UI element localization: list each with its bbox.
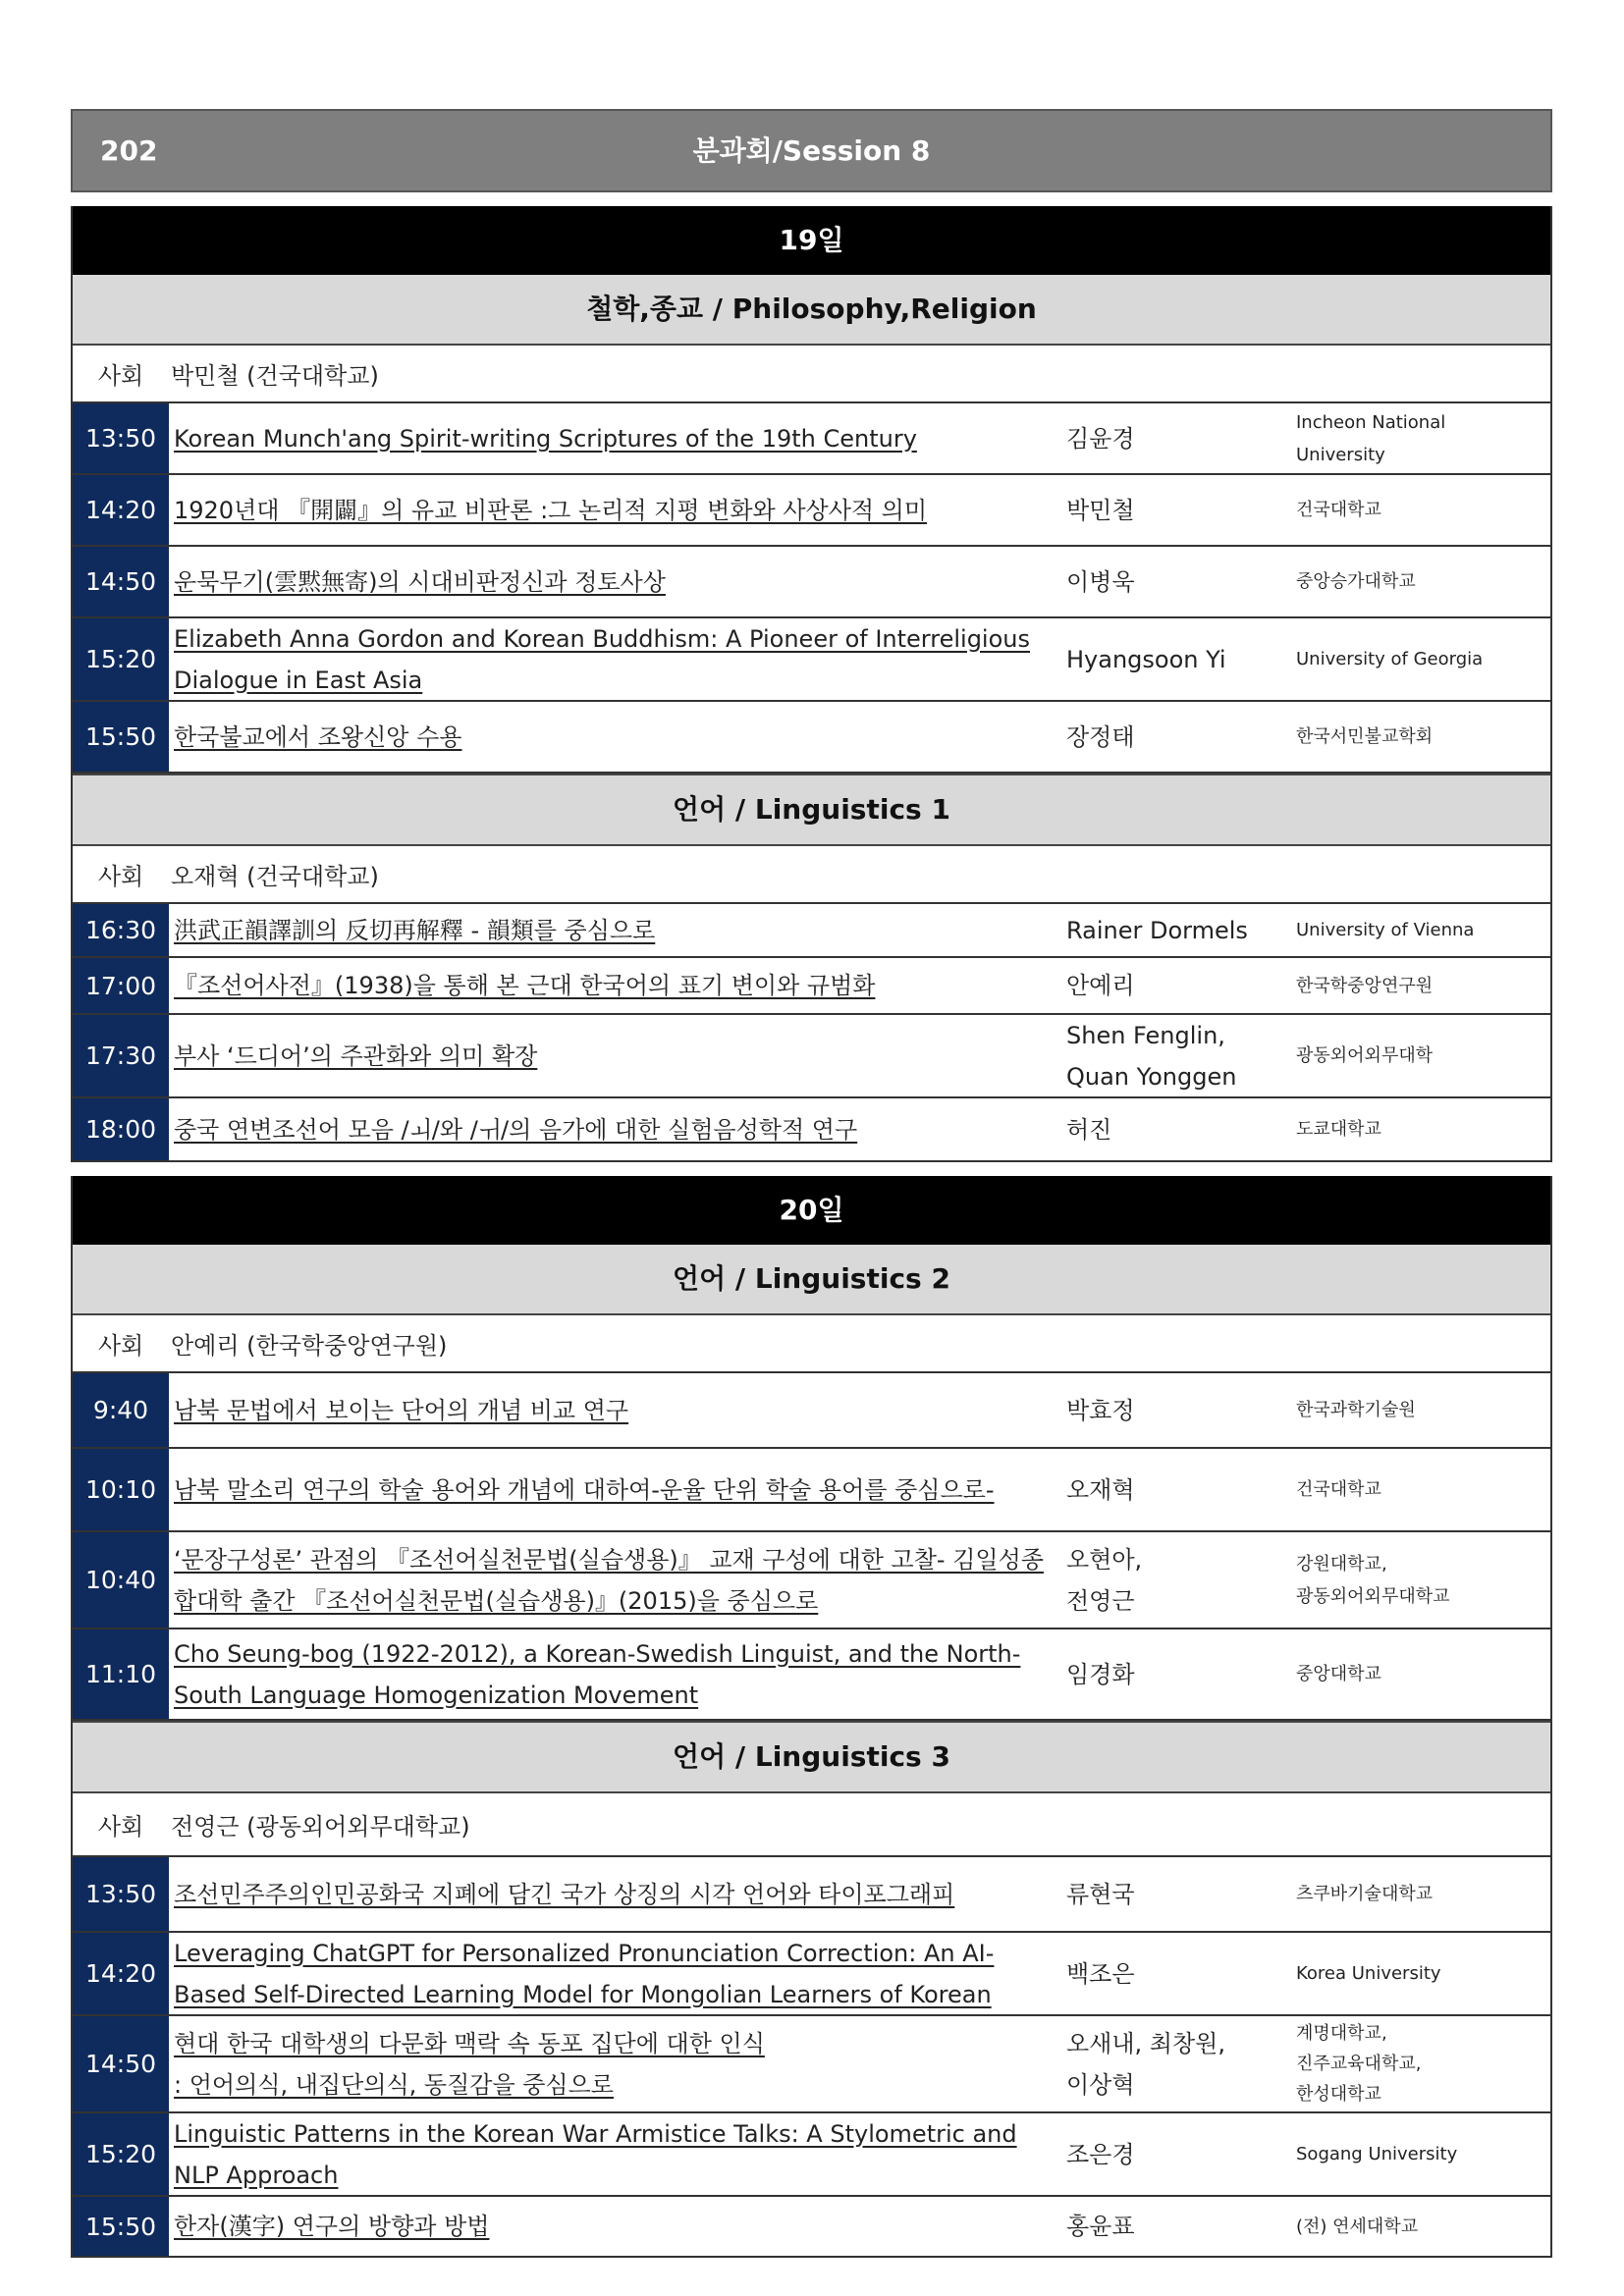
program-row xyxy=(73,1449,1550,1532)
program-row xyxy=(73,475,1550,547)
affiliation: Sogang University xyxy=(1296,2144,1458,2164)
presenter: 오새내, 최창원, 이상혁 xyxy=(1066,2029,1225,2099)
presenter: 오현아, 전영근 xyxy=(1066,1545,1143,1615)
affiliation: 중앙대학교 xyxy=(1296,1664,1381,1684)
chair-label: 사회 xyxy=(97,362,144,390)
time-cell: 17:00 xyxy=(73,958,169,1013)
program-row xyxy=(73,958,1550,1015)
talk-title-link[interactable]: 洪武正韻譯訓의 反切再解釋 - 韻類를 중심으로 xyxy=(174,916,656,944)
chair-row xyxy=(73,846,1550,904)
presenter: 홍윤표 xyxy=(1066,2213,1135,2240)
presenter: 임경화 xyxy=(1066,1660,1135,1688)
time-cell: 10:10 xyxy=(73,1449,169,1530)
day-heading: 19일 xyxy=(73,206,1550,275)
program-row xyxy=(73,1532,1550,1629)
talk-title-link[interactable]: Leveraging ChatGPT for Personalized Pronunciation Correction: An AI-Based Self-Directed Learning Model for Mongolian Learners of Korean xyxy=(174,1939,995,2008)
presenter: 오재혁 xyxy=(1066,1475,1135,1504)
affiliation: 한국과학기술원 xyxy=(1296,1400,1416,1420)
talk-title-link[interactable]: 중국 연변조선어 모음 /ㅚ/와 /ㅟ/의 음가에 대한 실험음성학적 연구 xyxy=(174,1115,858,1144)
time-cell: 16:30 xyxy=(73,904,169,956)
presenter: Rainer Dormels xyxy=(1066,916,1248,944)
program-row xyxy=(73,1015,1550,1098)
chair-label: 사회 xyxy=(97,1332,144,1360)
chair-name: 박민철 (건국대학교) xyxy=(171,362,379,390)
program-row xyxy=(73,904,1550,958)
program-row xyxy=(73,702,1550,774)
day-heading: 20일 xyxy=(73,1176,1550,1245)
talk-title-link[interactable]: 운묵무기(雲黙無寄)의 시대비판정신과 정토사상 xyxy=(174,567,666,596)
affiliation: University of Georgia xyxy=(1296,649,1484,669)
chair-row xyxy=(73,1793,1550,1857)
chair-name: 전영근 (광동외어외무대학교) xyxy=(171,1813,470,1841)
day-block xyxy=(71,206,1552,1162)
program-row xyxy=(73,2016,1550,2113)
affiliation: 건국대학교 xyxy=(1296,1479,1381,1500)
program-row xyxy=(73,2113,1550,2197)
talk-title-link[interactable]: Elizabeth Anna Gordon and Korean Buddhism: A Pioneer of Interreligious Dialogue in East Asia xyxy=(174,624,1030,694)
presenter: 안예리 xyxy=(1066,972,1135,999)
presenter: 이병욱 xyxy=(1066,567,1135,596)
section-heading: 언어 / Linguistics 1 xyxy=(73,774,1550,846)
talk-title-link[interactable]: 한국불교에서 조왕신앙 수용 xyxy=(174,722,462,751)
program-row xyxy=(73,2197,1550,2256)
affiliation: 강원대학교, 광동외어외무대학교 xyxy=(1296,1553,1450,1607)
time-cell: 14:20 xyxy=(73,1933,169,2014)
affiliation: 한국학중앙연구원 xyxy=(1296,975,1434,996)
affiliation: 광동외어외무대학 xyxy=(1296,1045,1434,1066)
program-row xyxy=(73,1933,1550,2016)
time-cell: 15:50 xyxy=(73,702,169,772)
presenter: 허진 xyxy=(1066,1115,1112,1144)
chair-row xyxy=(73,1315,1550,1373)
chair-name: 안예리 (한국학중앙연구원) xyxy=(171,1332,448,1360)
program-row xyxy=(73,1857,1550,1933)
talk-title-link[interactable]: 부사 ‘드디어’의 주관화와 의미 확장 xyxy=(174,1041,538,1070)
section-heading: 언어 / Linguistics 2 xyxy=(73,1245,1550,1315)
affiliation: University of Vienna xyxy=(1296,920,1475,940)
time-cell: 15:50 xyxy=(73,2197,169,2256)
presenter: Shen Fenglin, Quan Yonggen xyxy=(1066,1021,1237,1091)
day-block xyxy=(71,1176,1552,2258)
presenter: 김윤경 xyxy=(1066,424,1135,453)
affiliation: 중앙승가대학교 xyxy=(1296,571,1416,592)
time-cell: 14:20 xyxy=(73,475,169,545)
time-cell: 15:20 xyxy=(73,618,169,700)
program-row xyxy=(73,618,1550,702)
program-row xyxy=(73,1098,1550,1160)
affiliation: 건국대학교 xyxy=(1296,500,1381,520)
affiliation: Korea University xyxy=(1296,1963,1441,1984)
section-heading: 언어 / Linguistics 3 xyxy=(73,1721,1550,1793)
program-row xyxy=(73,547,1550,618)
presenter: 박효정 xyxy=(1066,1396,1135,1424)
affiliation: 도쿄대학교 xyxy=(1296,1119,1381,1140)
program-row xyxy=(73,1373,1550,1449)
section-heading: 철학,종교 / Philosophy,Religion xyxy=(73,275,1550,346)
page-number: 202 xyxy=(100,134,158,167)
time-cell: 14:50 xyxy=(73,2016,169,2111)
presenter: 조은경 xyxy=(1066,2140,1135,2168)
affiliation: Incheon National University xyxy=(1296,411,1446,465)
affiliation: 한국서민불교학회 xyxy=(1296,726,1434,747)
talk-title-link[interactable]: Linguistic Patterns in the Korean War Armistice Talks: A Stylometric and NLP Approach xyxy=(174,2119,1017,2189)
talk-title-link[interactable]: 한자(漢字) 연구의 방향과 방법 xyxy=(174,2213,490,2240)
presenter: 장정태 xyxy=(1066,722,1135,751)
page-header xyxy=(71,109,1552,192)
chair-row xyxy=(73,346,1550,403)
time-cell: 10:40 xyxy=(73,1532,169,1628)
session-page xyxy=(71,109,1552,2258)
presenter: 류현국 xyxy=(1066,1880,1135,1908)
talk-title-link[interactable]: 1920년대 『開闢』의 유교 비판론 :그 논리적 지평 변화와 사상사적 의미 xyxy=(174,496,928,524)
time-cell: 18:00 xyxy=(73,1098,169,1160)
program-row xyxy=(73,1629,1550,1721)
time-cell: 14:50 xyxy=(73,547,169,616)
time-cell: 9:40 xyxy=(73,1373,169,1447)
program-row xyxy=(73,403,1550,475)
time-cell: 13:50 xyxy=(73,403,169,473)
talk-title-link[interactable]: 『조선어사전』(1938)을 통해 본 근대 한국어의 표기 변이와 규범화 xyxy=(174,972,876,999)
presenter: 박민철 xyxy=(1066,496,1135,524)
talk-title-link[interactable]: 조선민주주의인민공화국 지폐에 담긴 국가 상징의 시각 언어와 타이포그래피 xyxy=(174,1880,955,1908)
affiliation: (전) 연세대학교 xyxy=(1296,2216,1419,2237)
chair-label: 사회 xyxy=(97,863,144,890)
time-cell: 11:10 xyxy=(73,1629,169,1719)
talk-title-link[interactable]: Korean Munch'ang Spirit-writing Scriptures of the 19th Century xyxy=(174,424,917,453)
talk-title-link[interactable]: 현대 한국 대학생의 다문화 맥락 속 동포 집단에 대한 인식 : 언어의식, 내집단의식, 동질감을 중심으로 xyxy=(174,2029,765,2099)
presenter: 백조은 xyxy=(1066,1959,1135,1988)
presenter: Hyangsoon Yi xyxy=(1066,645,1226,673)
talk-title-link[interactable]: ‘문장구성론’ 관점의 『조선어실천문법(실습생용)』 교재 구성에 대한 고찰- 김일성종합대학 출간 『조선어실천문법(실습생용)』(2015)을 중심으로 xyxy=(174,1545,1044,1615)
talk-title-link[interactable]: 남북 말소리 연구의 학술 용어와 개념에 대하여-운율 단위 학술 용어를 중심으로- xyxy=(174,1475,995,1504)
affiliation: 츠쿠바기술대학교 xyxy=(1296,1884,1434,1904)
talk-title-link[interactable]: 남북 문법에서 보이는 단어의 개념 비교 연구 xyxy=(174,1396,629,1424)
affiliation: 계명대학교, 진주교육대학교, 한성대학교 xyxy=(1296,2023,1422,2105)
talk-title-link[interactable]: Cho Seung-bog (1922-2012), a Korean-Swedish Linguist, and the North-South Language Homogenization Movement xyxy=(174,1639,1021,1709)
time-cell: 15:20 xyxy=(73,2113,169,2195)
chair-name: 오재혁 (건국대학교) xyxy=(171,863,379,890)
chair-label: 사회 xyxy=(97,1813,144,1841)
session-title: 분과회/Session 8 xyxy=(692,134,931,167)
time-cell: 17:30 xyxy=(73,1015,169,1096)
time-cell: 13:50 xyxy=(73,1857,169,1931)
